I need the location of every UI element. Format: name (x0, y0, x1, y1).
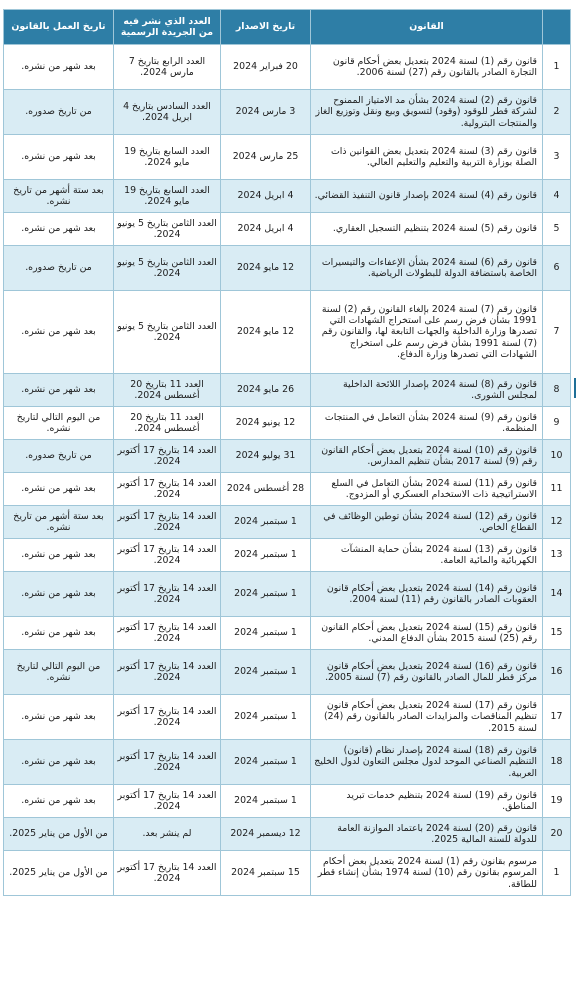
effective-date: بعد شهر من نشره. (4, 473, 114, 506)
law-title: قانون رقم (9) لسنة 2024 بشأن التعامل في المنتجات المنظمة. (311, 407, 543, 440)
effective-date: من الأول من يناير 2025. (4, 818, 114, 851)
row-number: 17 (543, 695, 571, 740)
issue-date: 1 سبتمبر 2024 (221, 785, 311, 818)
table-body (4, 45, 571, 896)
table-row (4, 818, 571, 851)
law-title: قانون رقم (2) لسنة 2024 بشأن مد الامتياز الممنوح لشركة قطر للوقود (وقود) لتسويق وبيع ونقل وتوزيع الغاز والمنتجات البترولية. (311, 90, 543, 135)
row-number: 4 (543, 180, 571, 213)
issue-date: 26 مايو 2024 (221, 374, 311, 407)
effective-date: بعد شهر من نشره. (4, 135, 114, 180)
table-row (4, 440, 571, 473)
issue-date: 31 يوليو 2024 (221, 440, 311, 473)
table-row (4, 246, 571, 291)
header-law: القانون (311, 10, 543, 45)
law-title: قانون رقم (4) لسنة 2024 بإصدار قانون التنفيذ القضائي. (311, 180, 543, 213)
law-title: قانون رقم (11) لسنة 2024 بشأن التعامل في السلع الاستراتيجية ذات الاستخدام العسكري أو المزدوج. (311, 473, 543, 506)
effective-date: بعد ستة أشهر من تاريخ نشره. (4, 506, 114, 539)
effective-date: بعد شهر من نشره. (4, 374, 114, 407)
row-number: 12 (543, 506, 571, 539)
issue-date: 20 فبراير 2024 (221, 45, 311, 90)
gazette-issue: العدد 14 بتاريخ 17 أكتوبر 2024. (114, 506, 221, 539)
law-title: قانون رقم (7) لسنة 2024 بإلغاء القانون رقم (2) لسنة 1991 بشأن فرض رسم على استخراج الشهادات التي تصدرها وزارة الداخلية والجهات التابعة لها، والقانون رقم (7) لسنة 1991 بشأن فرض رسم على استخراج الشهادات التي تصدرها وزارة الدفاع. (311, 291, 543, 374)
header-issue-date: تاريخ الاصدار (221, 10, 311, 45)
gazette-issue: العدد 14 بتاريخ 17 أكتوبر 2024. (114, 617, 221, 650)
header-number (543, 10, 571, 45)
effective-date: بعد شهر من نشره. (4, 785, 114, 818)
issue-date: 12 ديسمبر 2024 (221, 818, 311, 851)
table-row (4, 135, 571, 180)
table-row (4, 291, 571, 374)
issue-date: 25 مارس 2024 (221, 135, 311, 180)
gazette-issue: العدد 14 بتاريخ 17 أكتوبر 2024. (114, 440, 221, 473)
issue-date: 1 سبتمبر 2024 (221, 572, 311, 617)
gazette-issue: لم ينشر بعد. (114, 818, 221, 851)
effective-date: من تاريخ صدوره. (4, 440, 114, 473)
gazette-issue: العدد 11 بتاريخ 20 أغسطس 2024. (114, 374, 221, 407)
law-title: قانون رقم (14) لسنة 2024 بتعديل بعض أحكام قانون العقوبات الصادر بالقانون رقم (11) لسنة 2004. (311, 572, 543, 617)
law-title: قانون رقم (13) لسنة 2024 بشأن حماية المنشآت الكهربائية والمائية العامة. (311, 539, 543, 572)
table-row (4, 695, 571, 740)
effective-date: بعد ستة أشهر من تاريخ نشره. (4, 180, 114, 213)
row-number: 10 (543, 440, 571, 473)
row-number: 5 (543, 213, 571, 246)
effective-date: بعد شهر من نشره. (4, 291, 114, 374)
gazette-issue: العدد 14 بتاريخ 17 أكتوبر 2024. (114, 785, 221, 818)
law-title: قانون رقم (1) لسنة 2024 بتعديل بعض أحكام قانون التجارة الصادر بالقانون رقم (27) لسنة 2006. (311, 45, 543, 90)
issue-date: 1 سبتمبر 2024 (221, 506, 311, 539)
gazette-issue: العدد السابع بتاريخ 19 مايو 2024. (114, 180, 221, 213)
row-number: 6 (543, 246, 571, 291)
gazette-issue: العدد السابع بتاريخ 19 مايو 2024. (114, 135, 221, 180)
row-number: 3 (543, 135, 571, 180)
gazette-issue: العدد الثامن بتاريخ 5 يونيو 2024. (114, 246, 221, 291)
effective-date: بعد شهر من نشره. (4, 45, 114, 90)
effective-date: من الأول من يناير 2025. (4, 851, 114, 896)
table-row (4, 740, 571, 785)
row-number: 13 (543, 539, 571, 572)
issue-date: 1 سبتمبر 2024 (221, 617, 311, 650)
gazette-issue: العدد 14 بتاريخ 17 أكتوبر 2024. (114, 851, 221, 896)
header-effective-date: تاريخ العمل بالقانون (4, 10, 114, 45)
law-title: قانون رقم (10) لسنة 2024 بتعديل بعض أحكام القانون رقم (9) لسنة 2017 بشأن تنظيم المدارس. (311, 440, 543, 473)
gazette-issue: العدد 14 بتاريخ 17 أكتوبر 2024. (114, 539, 221, 572)
effective-date: من تاريخ صدوره. (4, 246, 114, 291)
issue-date: 4 ابريل 2024 (221, 180, 311, 213)
effective-date: بعد شهر من نشره. (4, 539, 114, 572)
row-number: 19 (543, 785, 571, 818)
table-row (4, 213, 571, 246)
law-title: قانون رقم (8) لسنة 2024 بإصدار اللائحة الداخلية لمجلس الشورى. (311, 374, 543, 407)
gazette-issue: العدد الثامن بتاريخ 5 يونيو 2024. (114, 291, 221, 374)
table-row (4, 374, 571, 407)
issue-date: 1 سبتمبر 2024 (221, 539, 311, 572)
gazette-issue: العدد 14 بتاريخ 17 أكتوبر 2024. (114, 572, 221, 617)
issue-date: 12 يونيو 2024 (221, 407, 311, 440)
law-title: قانون رقم (12) لسنة 2024 بشأن توطين الوظائف في القطاع الخاص. (311, 506, 543, 539)
row-number: 15 (543, 617, 571, 650)
gazette-issue: العدد 14 بتاريخ 17 أكتوبر 2024. (114, 650, 221, 695)
issue-date: 1 سبتمبر 2024 (221, 650, 311, 695)
header-gazette: العدد الذي نشر فيه من الجريدة الرسمية (114, 10, 221, 45)
law-title: قانون رقم (5) لسنة 2024 بتنظيم التسجيل العقاري. (311, 213, 543, 246)
row-number: 1 (543, 45, 571, 90)
effective-date: من اليوم التالي لتاريخ نشره. (4, 407, 114, 440)
effective-date: بعد شهر من نشره. (4, 617, 114, 650)
gazette-issue: العدد 14 بتاريخ 17 أكتوبر 2024. (114, 695, 221, 740)
effective-date: بعد شهر من نشره. (4, 740, 114, 785)
issue-date: 1 سبتمبر 2024 (221, 740, 311, 785)
law-title: قانون رقم (19) لسنة 2024 بتنظيم خدمات تبريد المناطق. (311, 785, 543, 818)
row-number: 7 (543, 291, 571, 374)
table-row (4, 650, 571, 695)
law-title: قانون رقم (3) لسنة 2024 بتعديل بعض القوانين ذات الصلة بوزارة التربية والتعليم والتعليم العالي. (311, 135, 543, 180)
issue-date: 15 سبتمبر 2024 (221, 851, 311, 896)
issue-date: 3 مارس 2024 (221, 90, 311, 135)
issue-date: 12 مايو 2024 (221, 246, 311, 291)
issue-date: 28 أغسطس 2024 (221, 473, 311, 506)
table-row (4, 572, 571, 617)
gazette-issue: العدد 11 بتاريخ 20 أغسطس 2024. (114, 407, 221, 440)
row-number: 16 (543, 650, 571, 695)
issue-date: 1 سبتمبر 2024 (221, 695, 311, 740)
laws-table (3, 9, 571, 896)
law-title: قانون رقم (20) لسنة 2024 باعتماد الموازنة العامة للدولة للسنة المالية 2025. (311, 818, 543, 851)
law-title: قانون رقم (18) لسنة 2024 بإصدار نظام (قانون) التنظيم الصناعي الموحد لدول مجلس التعاون لدول الخليج العربية. (311, 740, 543, 785)
gazette-issue: العدد 14 بتاريخ 17 أكتوبر 2024. (114, 473, 221, 506)
table-row (4, 539, 571, 572)
table-row (4, 90, 571, 135)
table-row (4, 45, 571, 90)
effective-date: من تاريخ صدوره. (4, 90, 114, 135)
row-number: 20 (543, 818, 571, 851)
effective-date: بعد شهر من نشره. (4, 572, 114, 617)
law-title: قانون رقم (15) لسنة 2024 بتعديل بعض أحكام القانون رقم (25) لسنة 2015 بشأن الدفاع المدني. (311, 617, 543, 650)
issue-date: 4 ابريل 2024 (221, 213, 311, 246)
effective-date: بعد شهر من نشره. (4, 695, 114, 740)
row-number: 1 (543, 851, 571, 896)
law-title: قانون رقم (16) لسنة 2024 بتعديل بعض أحكام قانون مركز قطر للمال الصادر بالقانون رقم (7) لسنة 2005. (311, 650, 543, 695)
table-row (4, 617, 571, 650)
law-title: قانون رقم (17) لسنة 2024 بتعديل بعض أحكام قانون تنظيم المناقصات والمزايدات الصادر بالقانون رقم (24) لسنة 2015. (311, 695, 543, 740)
gazette-issue: العدد الثامن بتاريخ 5 يونيو 2024. (114, 213, 221, 246)
table-row (4, 785, 571, 818)
law-title: مرسوم بقانون رقم (1) لسنة 2024 بتعديل بعض أحكام المرسوم بقانون رقم (10) لسنة 1974 بشأن إنشاء قطر للطاقة. (311, 851, 543, 896)
issue-date: 12 مايو 2024 (221, 291, 311, 374)
row-number: 18 (543, 740, 571, 785)
law-title: قانون رقم (6) لسنة 2024 بشأن الإعفاءات والتيسيرات الخاصة باستضافة الدولة للبطولات الرياضية. (311, 246, 543, 291)
table-row (4, 473, 571, 506)
row-number: 9 (543, 407, 571, 440)
row-number: 8 (543, 374, 571, 407)
table-row (4, 506, 571, 539)
effective-date: من اليوم التالي لتاريخ نشره. (4, 650, 114, 695)
edge-marker (574, 378, 576, 398)
table-row (4, 180, 571, 213)
effective-date: بعد شهر من نشره. (4, 213, 114, 246)
gazette-issue: العدد الرابع بتاريخ 7 مارس 2024. (114, 45, 221, 90)
gazette-issue: العدد السادس بتاريخ 4 ابريل 2024. (114, 90, 221, 135)
gazette-issue: العدد 14 بتاريخ 17 أكتوبر 2024. (114, 740, 221, 785)
table-row (4, 407, 571, 440)
row-number: 11 (543, 473, 571, 506)
row-number: 2 (543, 90, 571, 135)
row-number: 14 (543, 572, 571, 617)
table-row (4, 851, 571, 896)
table-header-row (4, 10, 571, 45)
